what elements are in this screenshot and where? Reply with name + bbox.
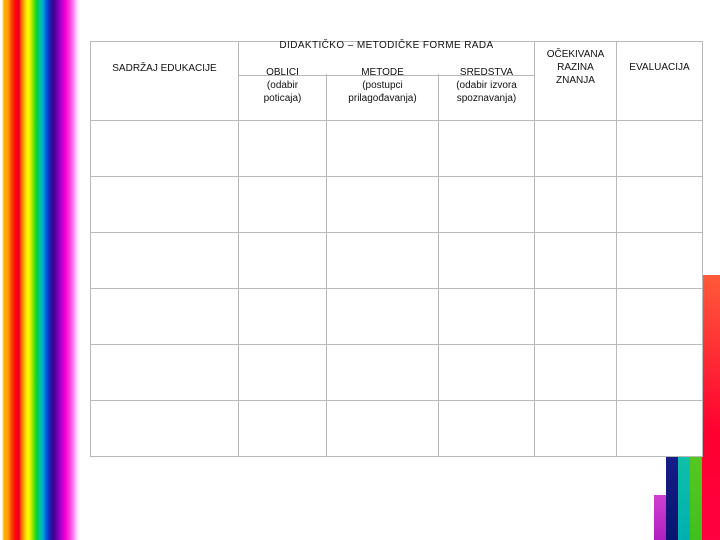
table-cell[interactable]	[535, 345, 617, 401]
table-cell[interactable]	[239, 345, 327, 401]
table-cell[interactable]	[327, 177, 439, 233]
decor-bar-magenta	[654, 495, 666, 540]
table-cell[interactable]	[91, 233, 239, 289]
table-cell[interactable]	[91, 345, 239, 401]
table-cell[interactable]	[239, 401, 327, 457]
table-row	[91, 121, 703, 177]
header-methods	[327, 67, 439, 121]
header-forms	[239, 67, 327, 121]
header-tools-desc-1: (odabir izvora	[456, 80, 517, 91]
table-cell[interactable]	[327, 345, 439, 401]
table-cell[interactable]	[239, 289, 327, 345]
header-methods-title: METODE	[327, 67, 438, 75]
header-expected-line-3: ZNANJA	[556, 75, 595, 86]
table-cell[interactable]	[439, 401, 535, 457]
table-cell[interactable]	[239, 233, 327, 289]
rainbow-stripe-left	[0, 0, 80, 540]
table-cell[interactable]	[617, 345, 703, 401]
header-tools	[439, 67, 535, 121]
table-cell[interactable]	[439, 177, 535, 233]
table-cell[interactable]	[535, 289, 617, 345]
header-methods-desc-2: prilagođavanja)	[348, 93, 417, 104]
table-row	[91, 401, 703, 457]
table-cell[interactable]	[439, 233, 535, 289]
header-evaluation	[617, 42, 703, 121]
table-cell[interactable]	[439, 345, 535, 401]
table-cell[interactable]	[535, 121, 617, 177]
table-row	[91, 233, 703, 289]
header-methods-desc-1: (postupci	[362, 80, 403, 91]
table-cell[interactable]	[239, 121, 327, 177]
header-forms-desc-2: poticaja)	[263, 93, 302, 104]
table-cell[interactable]	[91, 177, 239, 233]
education-plan-table-wrapper	[90, 41, 702, 453]
table-cell[interactable]	[617, 289, 703, 345]
table-row	[91, 345, 703, 401]
table-cell[interactable]	[439, 289, 535, 345]
header-expected-line-2: RAZINA	[557, 62, 594, 73]
table-row	[91, 177, 703, 233]
table-cell[interactable]	[91, 289, 239, 345]
table-cell[interactable]	[535, 401, 617, 457]
table-cell[interactable]	[327, 289, 439, 345]
header-expected-knowledge-level	[535, 42, 617, 121]
table-cell[interactable]	[327, 233, 439, 289]
table-cell[interactable]	[239, 177, 327, 233]
decor-bar-red	[702, 275, 720, 540]
header-evaluation-label: EVALUACIJA	[629, 62, 690, 73]
table-cell[interactable]	[535, 177, 617, 233]
education-plan-table	[90, 41, 703, 457]
header-education-content-label: SADRŽAJ EDUKACIJE	[112, 63, 217, 74]
table-cell[interactable]	[439, 121, 535, 177]
table-cell[interactable]	[327, 401, 439, 457]
table-cell[interactable]	[617, 121, 703, 177]
table-cell[interactable]	[327, 121, 439, 177]
table-cell[interactable]	[617, 401, 703, 457]
header-forms-desc-1: (odabir	[266, 80, 299, 91]
header-forms-title: OBLICI	[239, 67, 326, 75]
header-didactic-forms-label: DIDAKTIČKO – METODIČKE FORME RADA	[279, 40, 494, 51]
table-cell[interactable]	[91, 121, 239, 177]
header-tools-desc-2: spoznavanja)	[456, 93, 517, 104]
table-cell[interactable]	[535, 233, 617, 289]
header-tools-title: SREDSTVA	[439, 67, 534, 75]
table-cell[interactable]	[617, 177, 703, 233]
table-cell[interactable]	[617, 233, 703, 289]
table-row	[91, 289, 703, 345]
table-cell[interactable]	[91, 401, 239, 457]
header-expected-line-1: OČEKIVANA	[546, 49, 605, 60]
header-education-content	[91, 42, 239, 121]
